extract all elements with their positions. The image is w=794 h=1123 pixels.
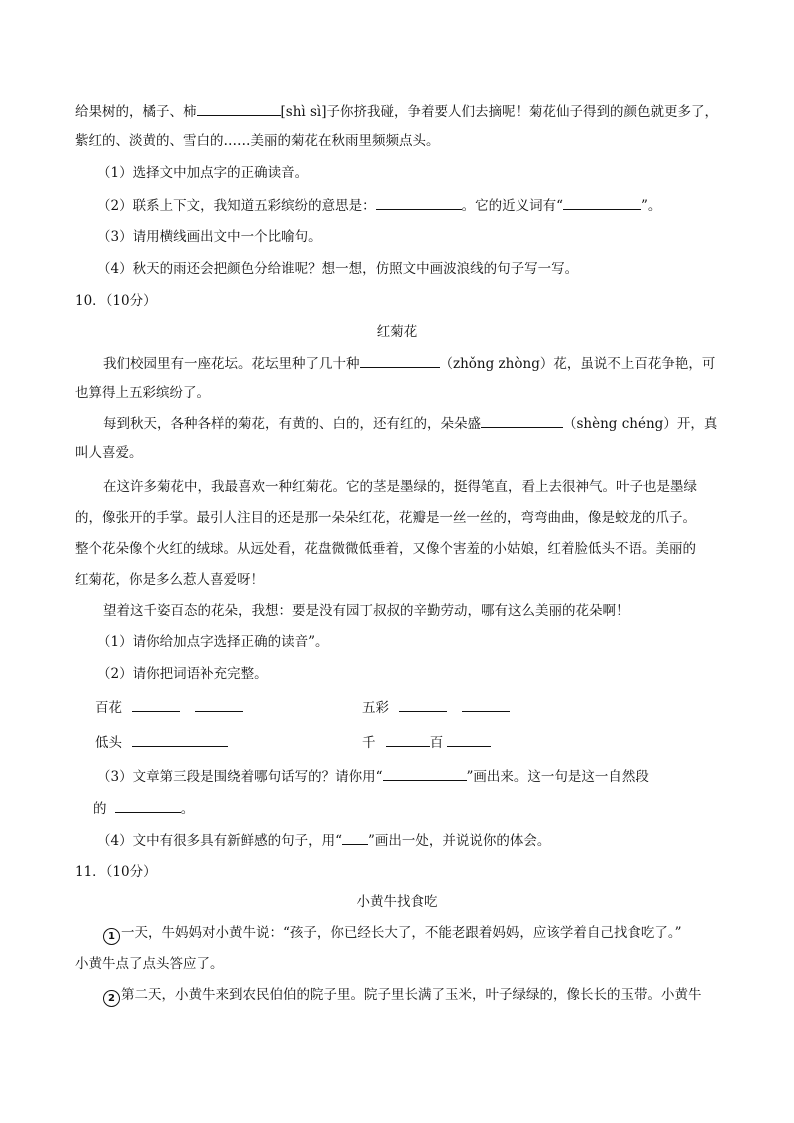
underline-sample xyxy=(383,766,467,781)
q10-paragraph-3-line-1: 在这许多菊花中，我最喜欢一种红菊花。它的茎是墨绿的，挺得笔直，看上去很神气。叶子也是墨绿 xyxy=(103,479,697,495)
answer-blank[interactable] xyxy=(195,697,243,712)
q10-title: 红菊花 xyxy=(376,324,418,340)
q11-text: 第二天，小黄牛来到农民伯伯的院子里。院子里长满了玉米，叶子绿绿的，像长长的玉带。小黄牛 xyxy=(121,987,702,1003)
q11-title: 小黄牛找食吃 xyxy=(356,894,438,910)
answer-blank[interactable] xyxy=(447,732,491,747)
q9-passage-line-1 xyxy=(75,101,718,122)
q10-header: 10．（10分） xyxy=(75,293,157,309)
word-item-4 xyxy=(362,732,491,753)
word-prefix: 百花 xyxy=(95,700,122,716)
q10-sub3 xyxy=(97,766,649,787)
q10-sub3-text: 。 xyxy=(180,801,195,817)
q11-paragraph-2 xyxy=(103,985,702,1007)
q10-sub3-cont xyxy=(93,798,194,819)
q10-text: 每到秋天，各种各样的菊花，有黄的、白的，还有红的，朵朵盛 xyxy=(103,416,481,432)
q10-sub1: （1）请你给加点字选择正确的读音”。 xyxy=(97,634,329,650)
answer-blank[interactable] xyxy=(197,101,281,116)
q9-sub4: （4）秋天的雨还会把颜色分给谁呢？想一想，仿照文中画波浪线的句子写一写。 xyxy=(97,261,579,277)
answer-blank[interactable] xyxy=(386,732,430,747)
q10-sub3-text: （3）文章第三段是围绕着哪句话写的？请你用“ xyxy=(97,769,383,785)
q10-paragraph-2 xyxy=(103,413,717,434)
q10-sub4-text: （4）文中有很多具有新鲜感的句子，用“ xyxy=(97,833,342,849)
word-item-3 xyxy=(95,732,228,753)
q11-paragraph-1 xyxy=(103,923,682,945)
answer-blank[interactable] xyxy=(481,413,563,428)
pinyin-options: [shì sì] xyxy=(280,104,327,120)
word-prefix: 低头 xyxy=(95,735,122,751)
pinyin-options: （shèng chéng） xyxy=(563,416,677,432)
circled-number-1: 1 xyxy=(103,928,120,945)
answer-blank[interactable] xyxy=(360,353,440,368)
answer-blank[interactable] xyxy=(132,697,180,712)
q10-paragraph-3-line-3: 整个花朵像个火红的绒球。从远处看，花盘微微低垂着，又像个害羞的小姑娘，红着脸低头不语。美丽的 xyxy=(75,541,696,557)
q9-sub1: （1）选择文中加点字的正确读音。 xyxy=(97,165,309,181)
answer-blank[interactable] xyxy=(132,732,228,747)
q10-paragraph-2-cont: 叫人喜爱。 xyxy=(75,445,143,461)
answer-blank[interactable] xyxy=(376,195,462,210)
q9-sub2-text: 。它的近义词有“ xyxy=(461,198,563,214)
q10-sub4-text: ”画出一处，并说说你的体会。 xyxy=(368,833,551,849)
q10-text: 花，虽说不上百花争艳，可 xyxy=(553,356,716,372)
underline-sample xyxy=(342,830,368,845)
answer-blank[interactable] xyxy=(115,798,181,813)
answer-blank[interactable] xyxy=(563,195,641,210)
q10-sub2: （2）请你把词语补充完整。 xyxy=(97,666,268,682)
q9-text: 子你挤我碰，争着要人们去摘呢！菊花仙子得到的颜色就更多了， xyxy=(326,104,719,120)
circled-number-2: 2 xyxy=(103,990,120,1007)
word-middle: 百 xyxy=(429,735,444,751)
word-item-2 xyxy=(362,697,510,718)
q9-text: 给果树的，橘子、柿 xyxy=(75,104,197,120)
q9-sub2 xyxy=(97,195,661,216)
q11-text: 一天，牛妈妈对小黄牛说：“孩子，你已经长大了，不能老跟着妈妈，应该学着自己找食吃了。” xyxy=(121,925,682,941)
q10-paragraph-1 xyxy=(103,353,715,374)
q9-sub2-text: （2）联系上下文，我知道五彩缤纷的意思是： xyxy=(97,198,376,214)
q10-sub4 xyxy=(97,830,550,851)
word-prefix: 千 xyxy=(362,735,376,751)
q10-paragraph-3-line-2: 的，像张开的手掌。最引人注目的还是那一朵朵红花，花瓣是一丝一丝的，弯弯曲曲，像是蛟龙的爪子。 xyxy=(75,510,696,526)
q10-sub3-text: 的 xyxy=(93,801,107,817)
q9-passage-line-2: 紫红的、淡黄的、雪白的……美丽的菊花在秋雨里频频点头。 xyxy=(75,133,440,149)
q10-text: 开，真 xyxy=(676,416,718,432)
q10-sub3-text: ”画出来。这一句是这一自然段 xyxy=(466,769,649,785)
word-prefix: 五彩 xyxy=(362,700,389,716)
answer-blank[interactable] xyxy=(462,697,510,712)
q10-text: 我们校园里有一座花坛。花坛里种了几十种 xyxy=(103,356,360,372)
q10-paragraph-1-cont: 也算得上五彩缤纷了。 xyxy=(75,385,210,401)
q9-sub2-text: ”。 xyxy=(641,198,662,214)
q9-sub3: （3）请用横线画出文中一个比喻句。 xyxy=(97,229,322,245)
answer-blank[interactable] xyxy=(399,697,447,712)
pinyin-options: （zhǒng zhòng） xyxy=(439,356,554,372)
q11-paragraph-1-cont: 小黄牛点了点头答应了。 xyxy=(75,956,224,972)
q10-paragraph-3-line-4: 红菊花，你是多么惹人喜爱呀！ xyxy=(75,572,264,588)
q11-header: 11．（10分） xyxy=(75,864,157,880)
word-item-1 xyxy=(95,697,243,718)
q10-paragraph-4: 望着这千姿百态的花朵，我想：要是没有园丁叔叔的辛勤劳动，哪有这么美丽的花朵啊！ xyxy=(103,603,630,619)
